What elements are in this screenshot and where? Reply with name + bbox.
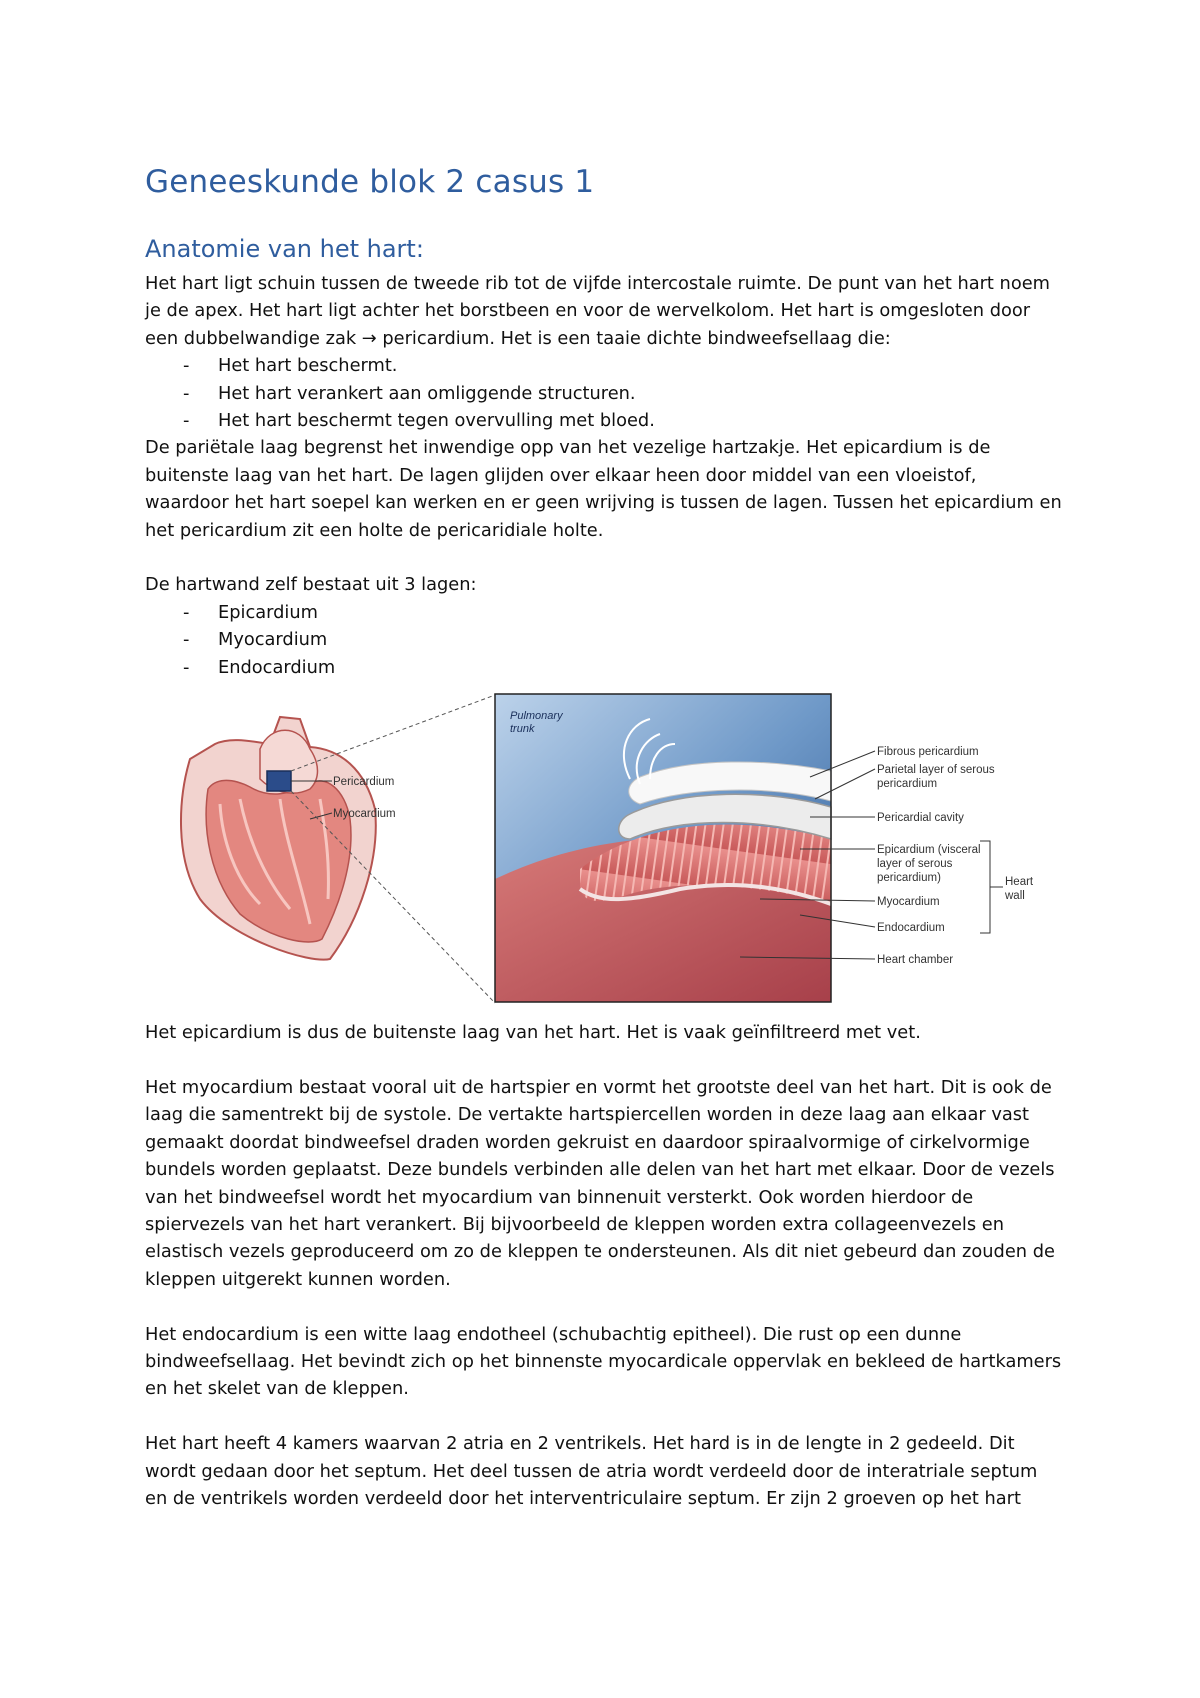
heart-wall-intro: De hartwand zelf bestaat uit 3 lagen: [145, 574, 477, 596]
document-body [145, 270, 1065, 1512]
myocardium-label: Myocardium [877, 896, 940, 909]
heart-wall-illustration [160, 689, 1060, 1007]
endocardium-paragraph: Het endocardium is een witte laag endotheel (schubachtig epitheel). Die rust op een dunne bindweefsellaag. Het bevindt zich op het binnenste myocardicale oppervlak en bekleed de hartkamers en het skelet van de kleppen. [145, 1323, 1062, 1400]
parietal-layer-label: Parietal layer of serous [877, 764, 995, 777]
list-item: - Het hart beschermt tegen overvulling met bloed. [183, 410, 655, 432]
endocardium-label: Endocardium [877, 922, 945, 935]
heart-wall-layers-list [145, 599, 1065, 681]
svg-text:layer of serous: layer of serous [877, 858, 953, 871]
list-item: - Epicardium [183, 601, 318, 623]
chambers-paragraph: Het hart heeft 4 kamers waarvan 2 atria en 2 ventrikels. Het hard is in de lengte in 2 gedeeld. Dit wordt gedaan door het septum. Het deel tussen de atria wordt verdeeld door de interatriale septum en de ventrikels worden verdeeld door het interventriculaire septum. Er zijn 2 groeven op het hart [145, 1433, 1038, 1509]
list-item: - Het hart verankert aan omliggende structuren. [183, 382, 636, 404]
pericardial-cavity-label: Pericardial cavity [877, 812, 964, 825]
epicardium-paragraph: Het epicardium is dus de buitenste laag van het hart. Het is vaak geïnfiltreerd met vet. [145, 1022, 921, 1044]
list-item: - Myocardium [183, 629, 328, 651]
heart-drawing [181, 717, 376, 960]
heart-wall-label: Heart [1005, 876, 1034, 889]
parietal-paragraph: De pariëtale laag begrenst het inwendige opp van het vezelige hartzakje. Het epicardium is de buitenste laag van het hart. De lagen glijden over elkaar heen door middel van een vloeistof, waardoor het hart soepel kan werken en er geen wrijving is tussen de lagen. Tussen het epicardium en het pericardium zit een holte de pericaridiale holte. [145, 437, 1062, 541]
fibrous-pericardium-label: Fibrous pericardium [877, 746, 979, 759]
document-title: Geneeskunde blok 2 casus 1 [145, 164, 595, 200]
epicardium-label: Epicardium (visceral [877, 844, 981, 857]
svg-text:pericardium): pericardium) [877, 872, 941, 885]
svg-text:wall: wall [1005, 890, 1025, 903]
list-item: - Het hart beschermt. [183, 355, 398, 377]
svg-text:trunk: trunk [510, 723, 535, 736]
pericardium-label: Pericardium [333, 776, 395, 789]
section-heading: Anatomie van het hart: [145, 235, 424, 263]
svg-text:pericardium: pericardium [877, 778, 938, 791]
intro-paragraph: Het hart ligt schuin tussen de tweede rib tot de vijfde intercostale ruimte. De punt van het hart noem je de apex. Het hart ligt achter het borstbeen en voor de wervelkolom. Het hart is omgesloten door een dubbelwandige zak → pericardium. Het is een taaie dichte bindweefsellaag die: [145, 273, 1050, 349]
heart-wall-figure [145, 689, 1065, 1009]
heart-chamber-label: Heart chamber [877, 954, 954, 967]
heart-wall-inset [495, 694, 831, 1002]
list-item: - Endocardium [183, 656, 336, 678]
myocardium-label-small: Myocardium [333, 808, 396, 821]
pericardium-functions-list [145, 352, 1065, 434]
myocardium-paragraph: Het myocardium bestaat vooral uit de hartspier en vormt het grootste deel van het hart. Dit is ook de laag die samentrekt bij de systole. De vertakte hartspiercellen worden in deze laag aan elkaar vast gemaakt doordat bindweefsel draden worden gekruist en daardoor spiraalvormige of cirkelvormige bundels worden geplaatst. Deze bundels verbinden alle delen van het hart met elkaar. Door de vezels van het bindweefsel wordt het myocardium van binnenuit versterkt. Ook worden hierdoor de spiervezels van het hart verankert. Bij bijvoorbeeld de kleppen worden extra collageenvezels en elastisch vezels geproduceerd om zo de kleppen te ondersteunen. Als dit niet gebeurd dan zouden de kleppen uitgerekt kunnen worden. [145, 1076, 1055, 1290]
pulmonary-trunk-label: Pulmonary [510, 710, 563, 723]
